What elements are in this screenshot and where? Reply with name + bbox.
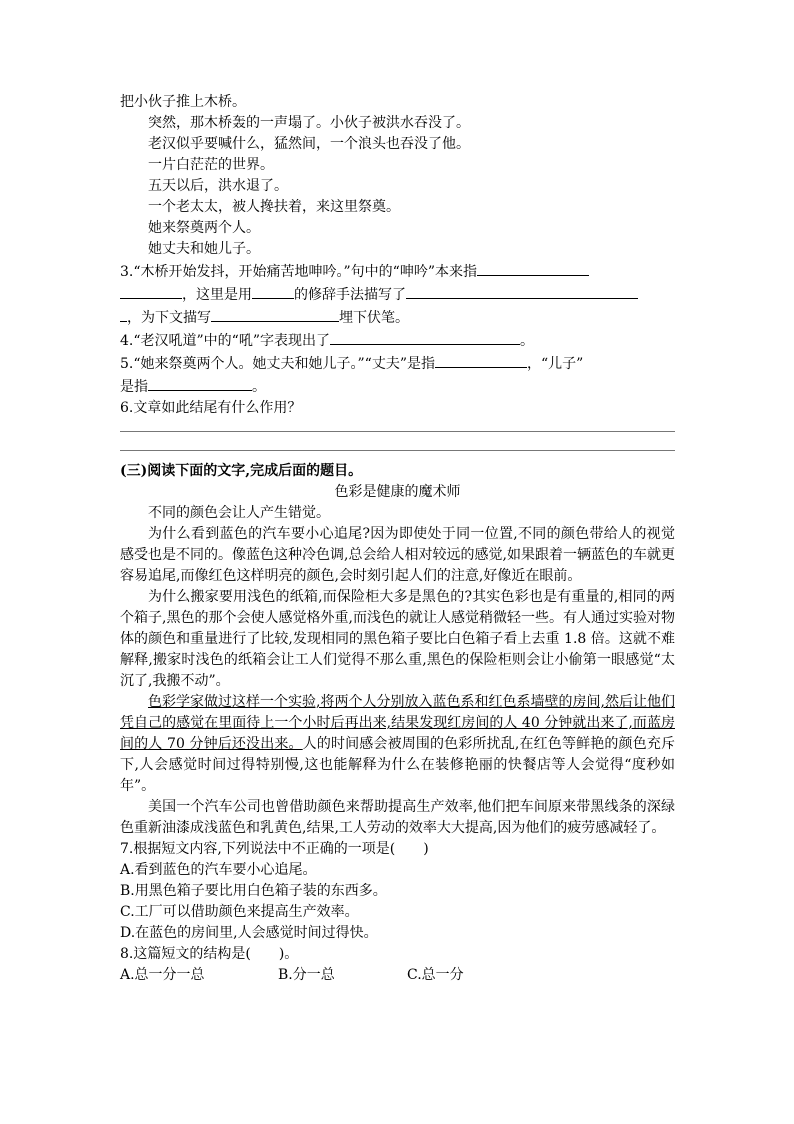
answer-blank[interactable] [148, 375, 252, 391]
article-title: 色彩是健康的魔术师 [334, 484, 461, 500]
paragraph-3: 为什么搬家要用浅色的纸箱,而保险柜大多是黑色的?其实色彩也是有重量的,相同的两个箱子,黑色的那个会使人感觉格外重,而浅色的就让人感觉稍微轻一些。有人通过实验对物体的颜色和重量进行了比较,发现相同的黑色箱子要比白色箱子看上去重 1.8 倍。这就不难解释,搬家时浅色的纸箱会让工人们觉得不那么重,黑色的保险柜则会让小偷第一眼感觉“太沉了,我搬不动”。 [120, 589, 675, 689]
answer-line[interactable] [120, 450, 675, 451]
question-4: 4.“老汉吼道”中的“吼”字表现出了 。 [120, 329, 675, 352]
story-line: 她来祭奠两个人。 [148, 220, 260, 236]
question-3-line3: ，为下文描写 埋下伏笔。 [120, 306, 675, 329]
story-line: 老汉似乎要喊什么，猛然间，一个浪头也吞没了他。 [148, 136, 470, 152]
option-b[interactable]: B.用黑色箱子要比用白色箱子装的东西多。 [120, 883, 387, 899]
question-6: 6.文章如此结尾有什么作用？ [120, 400, 302, 416]
story-line: 她丈夫和她儿子。 [148, 241, 260, 257]
document-page [120, 92, 675, 986]
story-line: 把小伙子推上木桥。 [120, 94, 246, 110]
story-line: 一片白茫茫的世界。 [148, 157, 274, 173]
story-line: 五天以后，洪水退了。 [148, 178, 288, 194]
answer-blank[interactable] [252, 283, 294, 299]
option-d[interactable]: D.在蓝色的房间里,人会感觉时间过得快。 [120, 925, 378, 941]
option-a[interactable]: A.总一分一总 [120, 967, 205, 983]
option-c[interactable]: C.总一分 [407, 967, 464, 983]
answer-blank[interactable] [406, 283, 638, 299]
answer-blank[interactable] [435, 352, 527, 368]
paragraph-1: 不同的颜色会让人产生错觉。 [148, 505, 330, 521]
answer-blank[interactable] [120, 283, 182, 299]
paragraph-5: 美国一个汽车公司也曾借助颜色来帮助提高生产效率,他们把车间原来带黑线条的深绿色重新油漆成浅蓝色和乳黄色,结果,工人劳动的效率大大提高,因为他们的疲劳感减轻了。 [120, 799, 675, 836]
question-8-options [120, 965, 675, 986]
question-5-line2: 是指 。 [120, 375, 675, 398]
option-b[interactable]: B.分一总 [278, 967, 335, 983]
question-3-line2: ，这里是用 的修辞手法描写了 [120, 283, 675, 306]
option-c[interactable]: C.工厂可以借助颜色来提高生产效率。 [120, 904, 359, 920]
answer-blank[interactable] [120, 306, 127, 322]
answer-blank[interactable] [330, 329, 520, 345]
section-heading: (三)阅读下面的文字,完成后面的题目。 [120, 463, 363, 479]
question-5: 5.“她来祭奠两个人。她丈夫和她儿子。”“丈夫”是指 ，“儿子” [120, 352, 675, 375]
paragraph-4: 色彩学家做过这样一个实验,将两个人分别放入蓝色系和红色系墙壁的房间,然后让他们凭自己的感觉在里面待上一个小时后再出来,结果发现红房间的人 40 分钟就出来了,而蓝房间的人 70 分钟后还没出来。人的时间感会被周围的色彩所扰乱,在红色等鲜艳的颜色充斥下,人会感觉时间过得特别慢,这也能解释为什么在装修艳丽的快餐店等人会觉得“度秒如年”。 [120, 694, 676, 794]
answer-line[interactable] [120, 431, 675, 432]
answer-blank[interactable] [477, 260, 589, 276]
story-line: 突然，那木桥轰的一声塌了。小伙子被洪水吞没了。 [148, 115, 470, 131]
option-a[interactable]: A.看到蓝色的汽车要小心追尾。 [120, 862, 317, 878]
question-7: 7.根据短文内容,下列说法中不正确的一项是( ) [120, 841, 429, 857]
question-3: 3.“木桥开始发抖，开始痛苦地呻吟。”句中的“呻吟”本来指 [120, 260, 675, 283]
story-line: 一个老太太，被人搀扶着，来这里祭奠。 [148, 199, 400, 215]
answer-line-wrap [120, 419, 675, 440]
question-8: 8.这篇短文的结构是( )。 [120, 946, 299, 962]
paragraph-2: 为什么看到蓝色的汽车要小心追尾?因为即使处于同一位置,不同的颜色带给人的视觉感受也是不同的。像蓝色这种冷色调,总会给人相对较远的感觉,如果跟着一辆蓝色的车就更容易追尾,而像红色这样明亮的颜色,会时刻引起人们的注意,好像近在眼前。 [120, 526, 675, 584]
underlined-sentence: 色彩学家做过这样一个实验,将两个人分别放入蓝色系和红色系墙壁的房间,然后让他们凭自己的感觉在里面待上一个小时后再出来,结果发现红房间的人 40 分钟就出来了,而蓝房间的人 70 分钟后还没出来。 [120, 694, 675, 752]
answer-line-wrap [120, 440, 675, 461]
answer-blank[interactable] [211, 306, 339, 322]
